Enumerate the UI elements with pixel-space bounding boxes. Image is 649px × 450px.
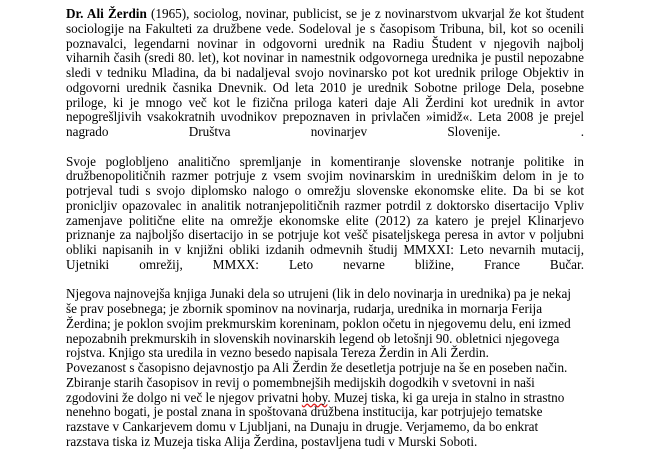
- paragraph-press-museum-text-after: . Muzej tiska, ki ga ureja in stalno in strastno nenehno bogati, je postal znana in spoštovana družbena institucija, kar potrjujejo tematske razstave v Cankarjevem domu v Ljubljani, na Dunaju in drugje. Verjamemo, da bo enkrat razstava tiska iz Muzeja tiska Alija Žerdina, postavljena tudi v Murski Soboti.: [66, 389, 565, 449]
- subject-name-bold: Dr. Ali Žerdin: [66, 6, 147, 21]
- paragraph-latest-book-text: Njegova najnovejša knjiga Junaki dela so utrujeni (lik in delo novinarja in urednika) pa je nekaj še prav posebnega; je zbornik spominov na novinarja, rudarja, urednika in mornarja Ferija Žerdina; je poklon svojim prekmurskim koreninam, poklon očetu in njegovemu delu, eni izmed nepozabnih prekmurskih in slovenskih novinarskih legend ob letošnji 90. obletnici njegovega rojstva. Knjigo sta uredila in vezno besedo napisala Tereza Žerdin in Ali Žerdin.: [66, 286, 572, 361]
- document-text-body: [66, 7, 584, 450]
- paragraph-analysis: [66, 155, 584, 288]
- paragraph-press-museum: [66, 361, 584, 450]
- paragraph-latest-book: [66, 287, 584, 361]
- paragraph-bio-intro: [66, 7, 584, 155]
- paragraph-press-museum-text-before: Povezanost s časopisno dejavnostjo pa Ali Žerdin že desetletja potrjuje na še en poseben način. Zbiranje starih časopisov in revij o pomembnejših medijskih dogodkih v svetovni in naši zgodovini že dolgo ni več le njegov privatni: [66, 360, 568, 405]
- misspelled-word-hoby[interactable]: hoby: [301, 389, 328, 405]
- paragraph-analysis-text: Svoje poglobljeno analitično spremljanje in komentiranje slovenske notranje politike in družbenopolitičnih razmer potrjuje z vsem svojim novinarskim in uredniškim delom in je to potrjeval tudi s svojo diplomsko nalogo o omrežju slovenske ekonomske elite. Da bi se kot pronicljiv opazovalec in analitik notranjepolitičnih razmer potrdil z doktorsko disertacijo Vpliv zamenjave politične elite na omrežje ekonomske elite (2012) za katero je prejel Klinarjevo priznanje za najboljšo disertacijo in se potrjuje kot vešč pisateljskega peresa in avtor v poljubni obliki napisanih in v knjižni obliki izdanih odmevnih študij MMXXI: Leto nevarnih mutacij, Ujetniki omrežij, MMXX: Leto nevarne bližine, France Bučar.: [66, 153, 584, 272]
- paragraph-bio-intro-text: (1965), sociolog, novinar, publicist, se je z novinarstvom ukvarjal že kot študent sociologije na Fakulteti za družbene vede. Sodeloval je s časopisom Tribuna, bil, kot so ocenili poznavalci, legendarni novinar in odgovorni urednik na Radiu Študent v njegovih najbolj viharnih časih (sredi 80. let), kot novinar in namestnik odgovornega urednika je pustil nepozabne sledi v tedniku Mladina, da bi nadaljeval svojo novinarsko pot kot urednik priloge Objektiv in odgovorni urednik časnika Dnevnik. Od leta 2010 je urednik Sobotne priloge Dela, posebne priloge, ki je mnogo več kot le fizična priloga kateri daje Ali Žerdini kot urednik in avtor nepogrešljivih vsakokratnih uvodnikov prepoznaven in privlačen »imidž«. Leta 2008 je prejel nagrado Društva novinarjev Slovenije. .: [66, 6, 584, 139]
